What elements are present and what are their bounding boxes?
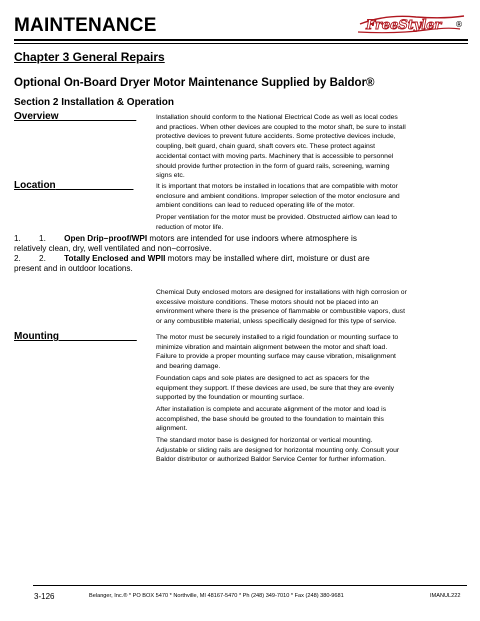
text-line: accomplished, the base should be grouted to the foundation to maintain this [156,415,384,423]
logo-wordmark: FreeStyler [366,18,442,33]
mounting-paragraph-4 [156,436,468,465]
text-line: accidental contact with moving parts. Machinery that is accessible to personnel [156,152,394,160]
page-number: 3-126 [34,592,55,601]
text-line: Installation should conform to the National Electrical Code as well as local codes [156,114,398,121]
text-line: supported by the foundation or mounting surface. [156,394,305,402]
document-code: IMANUL222 [430,593,461,599]
text-line: signs etc. [156,172,185,180]
text-line: Foundation caps and sole plates are designed to act as spacers for the [156,375,370,382]
text-line: and practices. When other devices are coupled to the motor shaft, be sure to install [156,123,406,131]
list-item-bold: Open Drip−proof/WPI [64,234,148,243]
mounting-paragraph-1 [156,333,468,372]
text-line: minimize vibration and maintain alignment between the motor and shaft load. [156,343,388,351]
mounting-label: Mounting [14,331,59,342]
text-line: ambient conditions can lead to reduced operating life of the motor. [156,202,355,210]
text-line: It is important that motors be installed in locations that are compatible with motor [156,183,398,190]
page-header-title: MAINTENANCE [14,15,157,36]
list-item-text: motors may be installed where dirt, moisture or dust are [165,254,370,263]
text-line: reduction of motor life. [156,223,224,231]
text-line: The motor must be securely installed to a rigid foundation or mounting surface to [156,334,399,341]
text-line: Proper ventilation for the motor must be provided. Obstructed airflow can lead to [156,214,398,221]
text-line: Baldor distributor or authorized Baldor Service Center for further information. [156,456,387,464]
logo-registered-mark: ® [455,20,463,29]
footer-address: Belanger, Inc.® * PO BOX 5470 * Northville, MI 48167-5470 * Ph (248) 349-7010 * Fax (248) 380-9681 [89,593,344,599]
text-line: Chemical Duty enclosed motors are designed for installations with high corrosion or [156,289,407,296]
list-item-text: motors are intended for use indoors where atmosphere is [147,234,357,243]
list-sub-number: 1. [39,234,46,243]
location-paragraph-1 [156,182,468,211]
text-line: The standard motor base is designed for horizontal or vertical mounting. [156,437,373,444]
text-line: coupling, belt guard, chain guard, shaft covers etc. These protect against [156,143,376,151]
chapter-heading: Chapter 3 General Repairs [14,50,165,64]
text-line: Adjustable or sliding rails are designed for horizontal mounting only. Consult your [156,446,400,454]
mounting-paragraph-2 [156,374,468,403]
section-heading: Section 2 Installation & Operation [14,97,175,108]
text-line: protective devices to prevent future accidents. Some protective devices include, [156,133,396,141]
text-line: equipment they support. If these devices are used, be sure that they are evenly [156,384,395,392]
location-label: Location [14,180,56,191]
text-line: After installation is complete and accurate alignment of the motor and load is [156,406,387,413]
text-line: enclosure and ambient conditions. Improper selection of the motor enclosure and [156,192,400,200]
list-item-bold: Totally Enclosed and WPII [64,254,166,263]
freestyler-logo [356,13,466,35]
list-number: 2. [14,254,21,263]
list-item-continuation: relatively clean, dry, well ventilated and non−corrosive. [14,244,212,254]
list-item [14,254,470,275]
document-subtitle: Optional On-Board Dryer Motor Maintenance Supplied by Baldor® [14,77,375,89]
text-line: environment where there is the presence of flammable or combustible vapors, dust [156,308,405,316]
list-sub-number: 2. [39,254,46,263]
location-paragraph-2 [156,213,468,232]
text-line: and bearing damage. [156,363,221,371]
overview-label: Overview [14,111,59,122]
overview-paragraph [156,113,468,181]
text-line: excessive moisture conditions. These motors should not be placed into an [156,298,379,306]
list-number: 1. [14,234,21,243]
list-item-continuation: present and in outdoor locations. [14,264,133,274]
chemical-duty-paragraph [156,288,468,327]
text-line: or any combustible material, unless specifically designed for this type of service. [156,318,397,326]
list-item [14,234,470,255]
mounting-paragraph-3 [156,405,468,434]
header-rule-thick [14,39,468,41]
text-line: alignment. [156,425,188,433]
text-line: Failure to provide a proper mounting surface may cause vibration, misalignment [156,353,396,361]
text-line: should provide further protection in the form of guard rails, screening, warning [156,162,390,170]
header-rule-thin [14,43,468,44]
footer-rule [33,585,467,586]
